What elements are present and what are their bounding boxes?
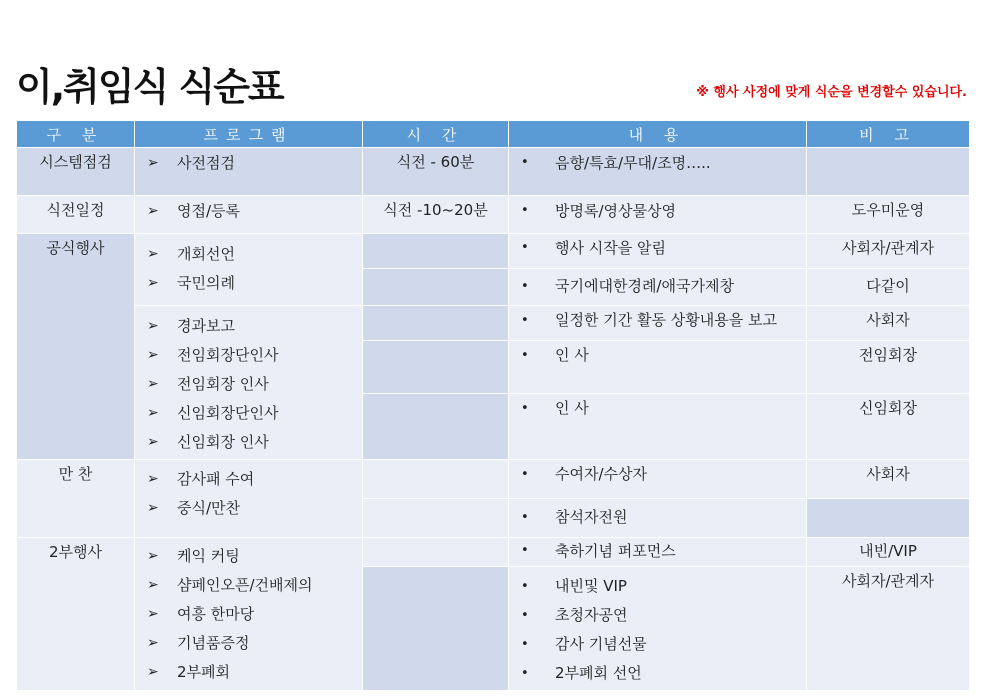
- bullet-icon: •: [521, 155, 529, 170]
- header-program: 프로그램: [135, 121, 363, 148]
- program-cell: [135, 148, 363, 196]
- remark-cell: [807, 499, 970, 538]
- list-item: • 방명록/영상물상영: [517, 199, 798, 223]
- remark-cell: 신임회장: [807, 394, 970, 460]
- bullet-icon: •: [521, 467, 529, 482]
- category-cell: 시스템점검: [17, 148, 135, 196]
- time-cell: [363, 306, 509, 341]
- list-item: ➢ 영접/등록: [143, 199, 354, 223]
- list-item: • 내빈및 VIP: [517, 572, 798, 601]
- remark-cell: 전임회장: [807, 341, 970, 394]
- remark-cell: 도우미운영: [807, 196, 970, 234]
- list-item: ➢ 감사패 수여: [143, 465, 354, 494]
- list-item: • 감사 기념선물: [517, 630, 798, 659]
- program-cell: [135, 306, 363, 460]
- bullet-icon: •: [521, 637, 529, 652]
- remark-cell: 사회자: [807, 460, 970, 499]
- time-cell: [363, 269, 509, 306]
- bullet-icon: •: [521, 543, 529, 558]
- content-cell: [509, 460, 807, 499]
- time-cell: [363, 394, 509, 460]
- bullet-icon: •: [521, 401, 529, 416]
- list-item: ➢ 신임회장 인사: [143, 428, 354, 457]
- program-cell: [135, 538, 363, 691]
- list-item: ➢ 개회선언: [143, 240, 354, 269]
- category-cell: 만 찬: [17, 460, 135, 538]
- list-item: ➢ 전임회장 인사: [143, 370, 354, 399]
- content-cell: [509, 394, 807, 460]
- content-cell: [509, 234, 807, 269]
- list-item: • 참석자전원: [517, 503, 798, 532]
- list-item: • 축하기념 퍼포먼스: [517, 538, 798, 564]
- time-cell: [363, 567, 509, 691]
- bullet-icon: •: [521, 579, 529, 594]
- arrow-icon: ➢: [147, 405, 159, 421]
- time-cell: [363, 499, 509, 538]
- list-item: • 인 사: [517, 341, 798, 370]
- list-item: ➢ 전임회장단인사: [143, 341, 354, 370]
- list-item: ➢ 경과보고: [143, 312, 354, 341]
- content-cell: [509, 306, 807, 341]
- list-item: ➢ 여흥 한마당: [143, 600, 354, 629]
- list-item: ➢ 2부폐회: [143, 658, 354, 687]
- list-item: ➢ 중식/만찬: [143, 494, 354, 523]
- content-cell: [509, 499, 807, 538]
- list-item: • 초청자공연: [517, 601, 798, 630]
- bullet-icon: •: [521, 313, 529, 328]
- content-cell: [509, 269, 807, 306]
- remark-cell: 사회자/관계자: [807, 567, 970, 691]
- table-row: [17, 148, 970, 196]
- arrow-icon: ➢: [147, 664, 159, 680]
- list-item: ➢ 신임회장단인사: [143, 399, 354, 428]
- remark-cell: [807, 148, 970, 196]
- header-content: 내 용: [509, 121, 807, 148]
- page-title: 이,취임식 식순표: [16, 65, 283, 109]
- list-item: ➢ 케익 커팅: [143, 542, 354, 571]
- notice-text: ※ 행사 사정에 맞게 식순을 변경할수 있습니다.: [696, 85, 967, 100]
- program-cell: [135, 234, 363, 306]
- time-cell: [363, 341, 509, 394]
- content-cell: [509, 538, 807, 567]
- arrow-icon: ➢: [147, 434, 159, 450]
- arrow-icon: ➢: [147, 154, 159, 171]
- category-cell: 식전일정: [17, 196, 135, 234]
- remark-cell: 사회자/관계자: [807, 234, 970, 269]
- category-cell: 2부행사: [17, 538, 135, 691]
- bullet-icon: •: [521, 608, 529, 623]
- header-remark: 비 고: [807, 121, 970, 148]
- program-cell: [135, 460, 363, 538]
- list-item: • 2부폐회 선언: [517, 659, 798, 688]
- arrow-icon: ➢: [147, 606, 159, 622]
- table-row: [17, 460, 970, 499]
- list-item: • 음향/특효/무대/조명…..: [517, 151, 798, 175]
- content-cell: [509, 148, 807, 196]
- table-row: [17, 196, 970, 234]
- arrow-icon: ➢: [147, 275, 159, 291]
- program-cell: [135, 196, 363, 234]
- bullet-icon: •: [521, 348, 529, 363]
- bullet-icon: •: [521, 666, 529, 681]
- remark-cell: 내빈/VIP: [807, 538, 970, 567]
- arrow-icon: ➢: [147, 548, 159, 564]
- time-cell: [363, 460, 509, 499]
- category-cell: 공식행사: [17, 234, 135, 460]
- list-item: • 인 사: [517, 394, 798, 423]
- arrow-icon: ➢: [147, 500, 159, 516]
- arrow-icon: ➢: [147, 376, 159, 392]
- content-cell: [509, 341, 807, 394]
- list-item: ➢ 국민의례: [143, 269, 354, 298]
- list-item: ➢ 기념품증정: [143, 629, 354, 658]
- list-item: • 수여자/수상자: [517, 460, 798, 489]
- time-cell: [363, 538, 509, 567]
- arrow-icon: ➢: [147, 246, 159, 262]
- arrow-icon: ➢: [147, 202, 159, 219]
- table-row: [17, 538, 970, 567]
- content-cell: [509, 567, 807, 691]
- remark-cell: 사회자: [807, 306, 970, 341]
- bullet-icon: •: [521, 279, 529, 294]
- list-item: ➢ 사전점검: [143, 151, 354, 175]
- table-row: [17, 306, 970, 341]
- list-item: • 행사 시작을 알림: [517, 235, 798, 261]
- table-row: [17, 234, 970, 269]
- time-cell: [363, 234, 509, 269]
- schedule-table: [16, 120, 970, 691]
- time-cell: 식전 -10~20분: [363, 196, 509, 234]
- bullet-icon: •: [521, 510, 529, 525]
- arrow-icon: ➢: [147, 471, 159, 487]
- arrow-icon: ➢: [147, 635, 159, 651]
- list-item: ➢ 샴페인오픈/건배제의: [143, 571, 354, 600]
- arrow-icon: ➢: [147, 347, 159, 363]
- header-category: 구 분: [17, 121, 135, 148]
- time-cell: 식전 - 60분: [363, 148, 509, 196]
- bullet-icon: •: [521, 240, 529, 255]
- remark-cell: 다같이: [807, 269, 970, 306]
- header-time: 시 간: [363, 121, 509, 148]
- content-cell: [509, 196, 807, 234]
- table-header-row: [17, 121, 970, 148]
- arrow-icon: ➢: [147, 577, 159, 593]
- arrow-icon: ➢: [147, 318, 159, 334]
- list-item: • 국기에대한경례/애국가제창: [517, 272, 798, 301]
- bullet-icon: •: [521, 203, 529, 218]
- list-item: • 일정한 기간 활동 상황내용을 보고: [517, 306, 798, 335]
